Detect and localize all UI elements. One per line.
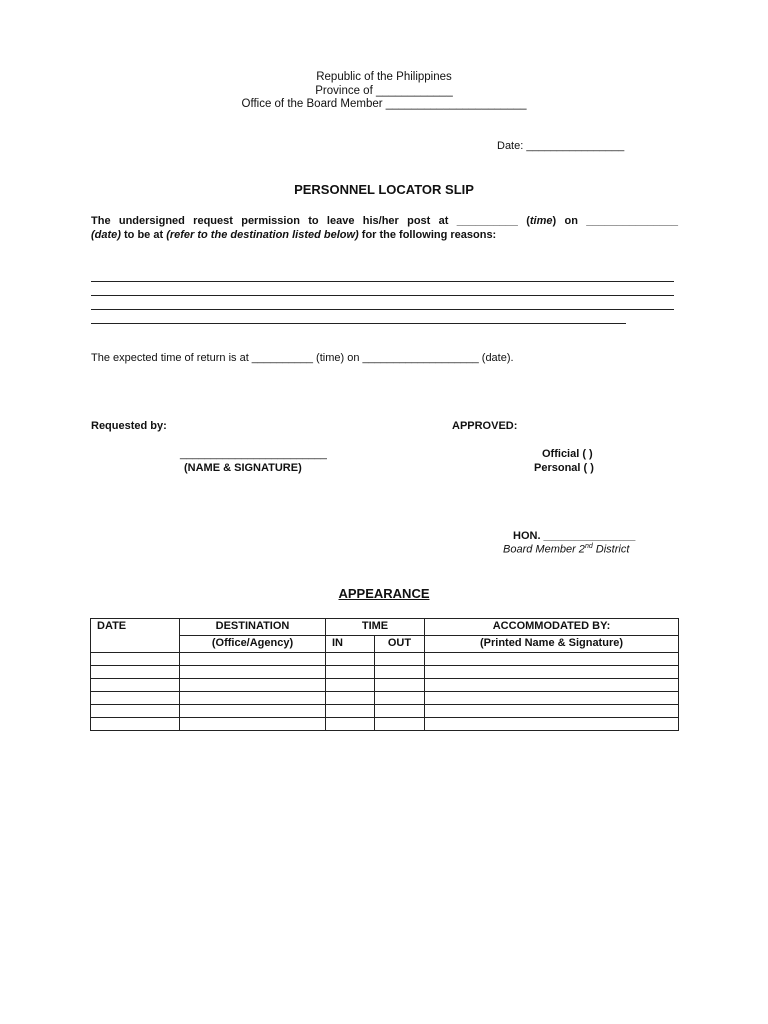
col-date-header: DATE: [91, 619, 180, 653]
col-destination-header: DESTINATION: [180, 619, 326, 636]
cell-destination[interactable]: [180, 679, 326, 692]
name-signature-label: (NAME & SIGNATURE): [184, 462, 302, 474]
cell-destination[interactable]: [180, 653, 326, 666]
board-member-text: Board Member 2: [503, 543, 585, 556]
cell-date[interactable]: [91, 718, 180, 731]
table-row: [91, 679, 679, 692]
cell-time-out[interactable]: [375, 705, 425, 718]
office-line: Office of the Board Member ______________________: [241, 98, 527, 110]
cell-destination[interactable]: [180, 692, 326, 705]
col-accommodated-header: ACCOMMODATED BY:: [425, 619, 679, 636]
request-text-d: for the following reasons:: [358, 229, 497, 241]
requested-by-label: Requested by:: [91, 420, 167, 432]
reason-line: [91, 281, 674, 282]
republic-line: Republic of the Philippines: [316, 71, 452, 83]
cell-accommodated[interactable]: [425, 653, 679, 666]
cell-accommodated[interactable]: [425, 718, 679, 731]
table-subheader-row: [91, 636, 679, 653]
request-destination-note: (refer to the destination listed below): [166, 229, 359, 241]
request-time-word: time: [529, 215, 553, 227]
cell-date[interactable]: [91, 705, 180, 718]
cell-time-in[interactable]: [326, 653, 375, 666]
request-paragraph-line1: [91, 215, 678, 227]
table-row: [91, 653, 679, 666]
personal-option: Personal ( ): [534, 462, 594, 474]
col-printed-name-header: (Printed Name & Signature): [425, 636, 679, 653]
cell-time-out[interactable]: [375, 679, 425, 692]
official-option: Official ( ): [542, 448, 593, 460]
cell-time-out[interactable]: [375, 692, 425, 705]
cell-time-in[interactable]: [326, 679, 375, 692]
cell-time-in[interactable]: [326, 718, 375, 731]
request-text-c: to be at: [120, 229, 167, 241]
col-time-header: TIME: [326, 619, 425, 636]
request-text-b: ) on _______________: [552, 215, 678, 227]
return-time-line: The expected time of return is at __________ (time) on ___________________ (date).: [91, 352, 514, 364]
reason-line: [91, 295, 674, 296]
cell-accommodated[interactable]: [425, 679, 679, 692]
cell-accommodated[interactable]: [425, 666, 679, 679]
cell-destination[interactable]: [180, 705, 326, 718]
col-office-agency-header: (Office/Agency): [180, 636, 326, 653]
cell-date[interactable]: [91, 666, 180, 679]
col-time-out-header: OUT: [375, 636, 425, 653]
table-row: [91, 692, 679, 705]
ordinal-suffix: nd: [584, 543, 593, 550]
date-line: Date: ________________: [497, 140, 625, 152]
cell-destination[interactable]: [180, 718, 326, 731]
reason-line: [91, 323, 626, 324]
cell-destination[interactable]: [180, 666, 326, 679]
cell-accommodated[interactable]: [425, 705, 679, 718]
appearance-heading: APPEARANCE: [338, 586, 430, 601]
board-member-district: [503, 543, 629, 556]
cell-time-in[interactable]: [326, 705, 375, 718]
district-text: District: [592, 543, 630, 556]
cell-date[interactable]: [91, 653, 180, 666]
request-text-a: The undersigned request permission to leave his/her post at __________ (: [91, 215, 530, 227]
request-date-word: (date): [91, 229, 121, 241]
cell-date[interactable]: [91, 692, 180, 705]
province-line: Province of ____________: [315, 85, 453, 97]
request-paragraph-line2: [91, 229, 496, 241]
cell-time-out[interactable]: [375, 718, 425, 731]
cell-time-out[interactable]: [375, 653, 425, 666]
reason-line: [91, 309, 674, 310]
table-row: [91, 705, 679, 718]
cell-accommodated[interactable]: [425, 692, 679, 705]
table-row: [91, 718, 679, 731]
col-time-in-header: IN: [326, 636, 375, 653]
table-header-row: [91, 619, 679, 636]
approved-label: APPROVED:: [452, 420, 518, 432]
page-title: PERSONNEL LOCATOR SLIP: [294, 182, 474, 197]
table-row: [91, 666, 679, 679]
cell-time-in[interactable]: [326, 666, 375, 679]
signature-blank: ________________________: [180, 448, 327, 460]
cell-time-out[interactable]: [375, 666, 425, 679]
cell-time-in[interactable]: [326, 692, 375, 705]
cell-date[interactable]: [91, 679, 180, 692]
hon-line: HON. _______________: [513, 530, 636, 542]
appearance-table: [90, 618, 679, 731]
